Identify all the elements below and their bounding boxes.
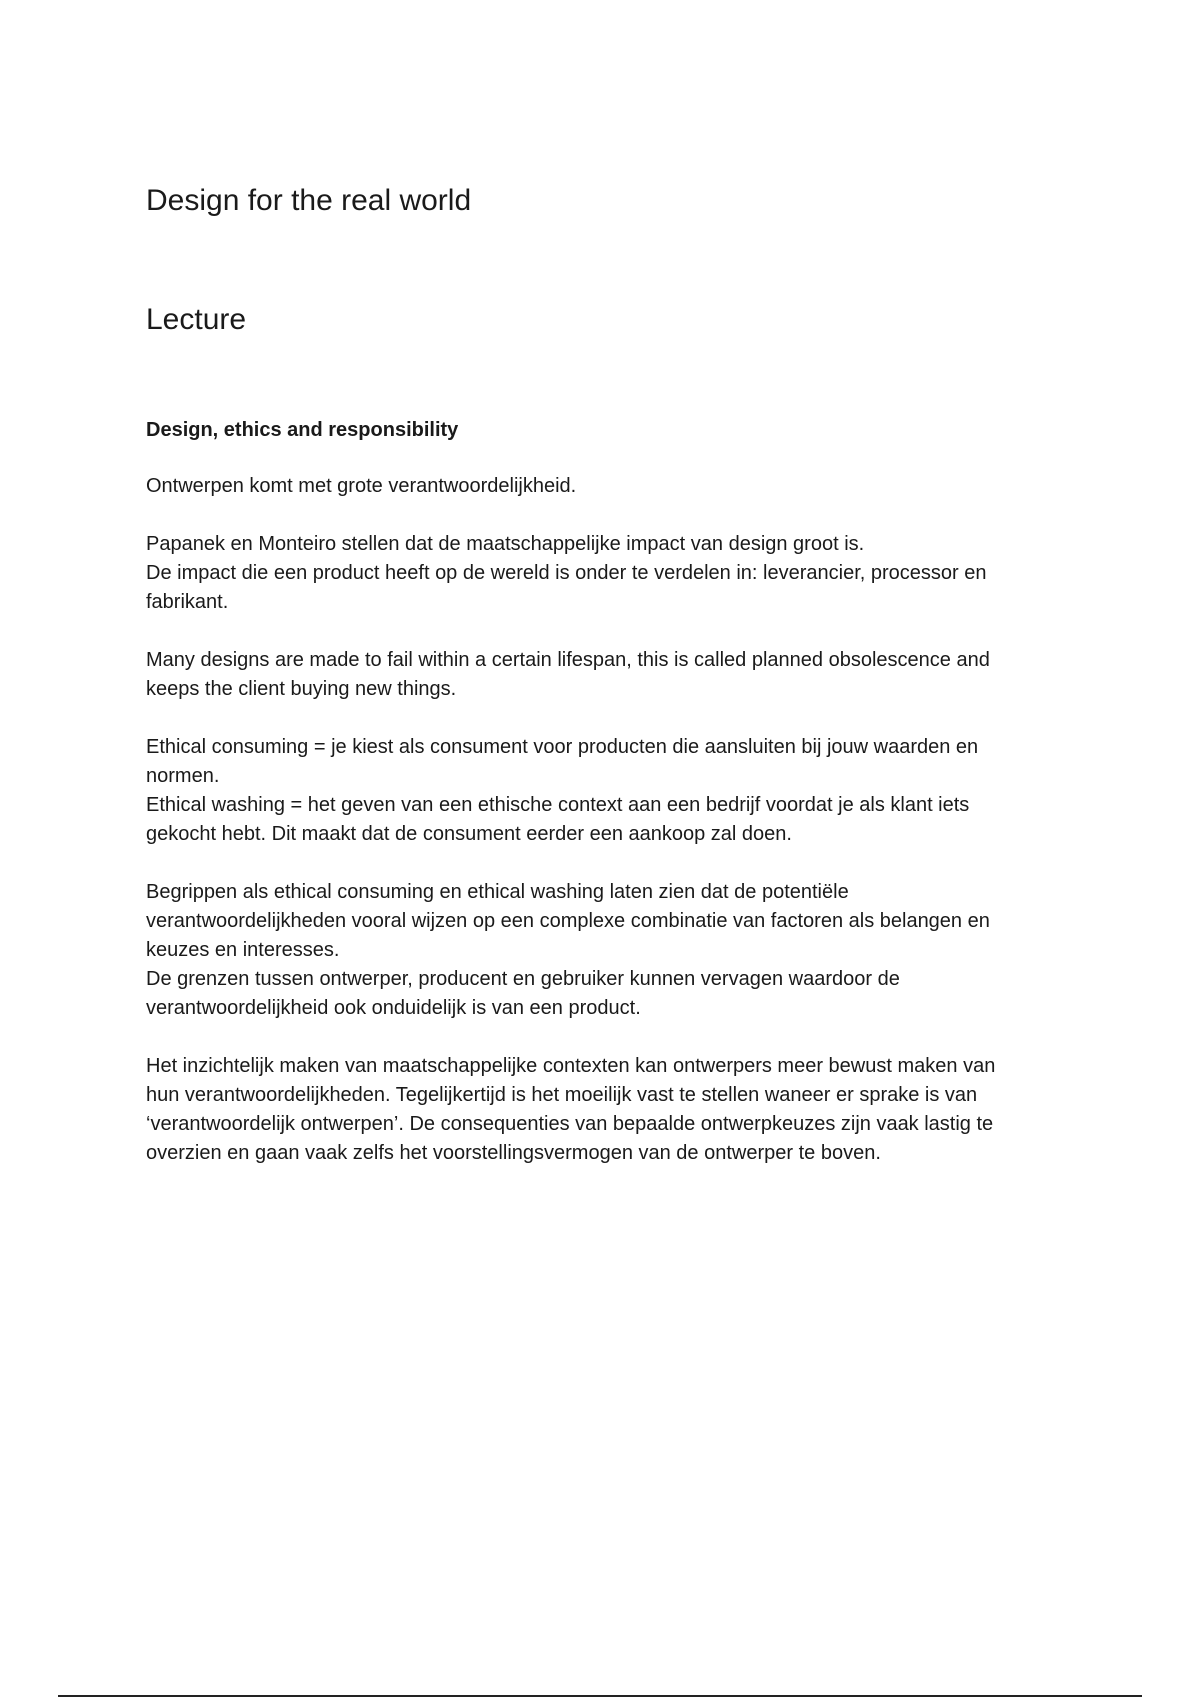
paragraph-5 bbox=[146, 878, 1096, 1023]
text-line: Ethical washing = het geven van een ethische context aan een bedrijf voordat je als klant iets bbox=[146, 794, 970, 816]
document-title: Design for the real world bbox=[146, 184, 472, 217]
text-line: Ontwerpen komt met grote verantwoordelijkheid. bbox=[146, 475, 577, 497]
text-line: De impact die een product heeft op de wereld is onder te verdelen in: leverancier, processor en bbox=[146, 562, 987, 584]
text-line: verantwoordelijkheden vooral wijzen op een complexe combinatie van factoren als belangen en bbox=[146, 910, 990, 932]
text-line: keeps the client buying new things. bbox=[146, 678, 457, 700]
text-line: overzien en gaan vaak zelfs het voorstellingsvermogen van de ontwerper te boven. bbox=[146, 1142, 881, 1164]
text-line: ‘verantwoordelijk ontwerpen’. De consequenties van bepaalde ontwerpkeuzes zijn vaak lastig te bbox=[146, 1113, 994, 1135]
paragraph-1 bbox=[146, 472, 1096, 501]
page-bottom-divider bbox=[58, 1695, 1142, 1697]
paragraph-6 bbox=[146, 1052, 1096, 1168]
paragraph-2 bbox=[146, 530, 1096, 617]
text-line: Many designs are made to fail within a certain lifespan, this is called planned obsolescence and bbox=[146, 649, 990, 671]
text-line: gekocht hebt. Dit maakt dat de consument eerder een aankoop zal doen. bbox=[146, 823, 792, 845]
paragraph-4 bbox=[146, 733, 1096, 849]
document-subtitle: Lecture bbox=[146, 303, 247, 336]
body-text bbox=[146, 472, 1096, 1197]
text-line: hun verantwoordelijkheden. Tegelijkertijd is het moeilijk vast te stellen waneer er sprake is van bbox=[146, 1084, 978, 1106]
text-line: verantwoordelijkheid ook onduidelijk is van een product. bbox=[146, 997, 641, 1019]
text-line: De grenzen tussen ontwerper, producent en gebruiker kunnen vervagen waardoor de bbox=[146, 968, 900, 990]
text-line: keuzes en interesses. bbox=[146, 939, 340, 961]
text-line: Ethical consuming = je kiest als consument voor producten die aansluiten bij jouw waarden en bbox=[146, 736, 979, 758]
text-line: fabrikant. bbox=[146, 591, 229, 613]
paragraph-3 bbox=[146, 646, 1096, 704]
text-line: Het inzichtelijk maken van maatschappelijke contexten kan ontwerpers meer bewust maken van bbox=[146, 1055, 996, 1077]
section-heading: Design, ethics and responsibility bbox=[146, 419, 459, 441]
text-line: Papanek en Monteiro stellen dat de maatschappelijke impact van design groot is. bbox=[146, 533, 865, 555]
text-line: Begrippen als ethical consuming en ethical washing laten zien dat de potentiële bbox=[146, 881, 849, 903]
text-line: normen. bbox=[146, 765, 220, 787]
